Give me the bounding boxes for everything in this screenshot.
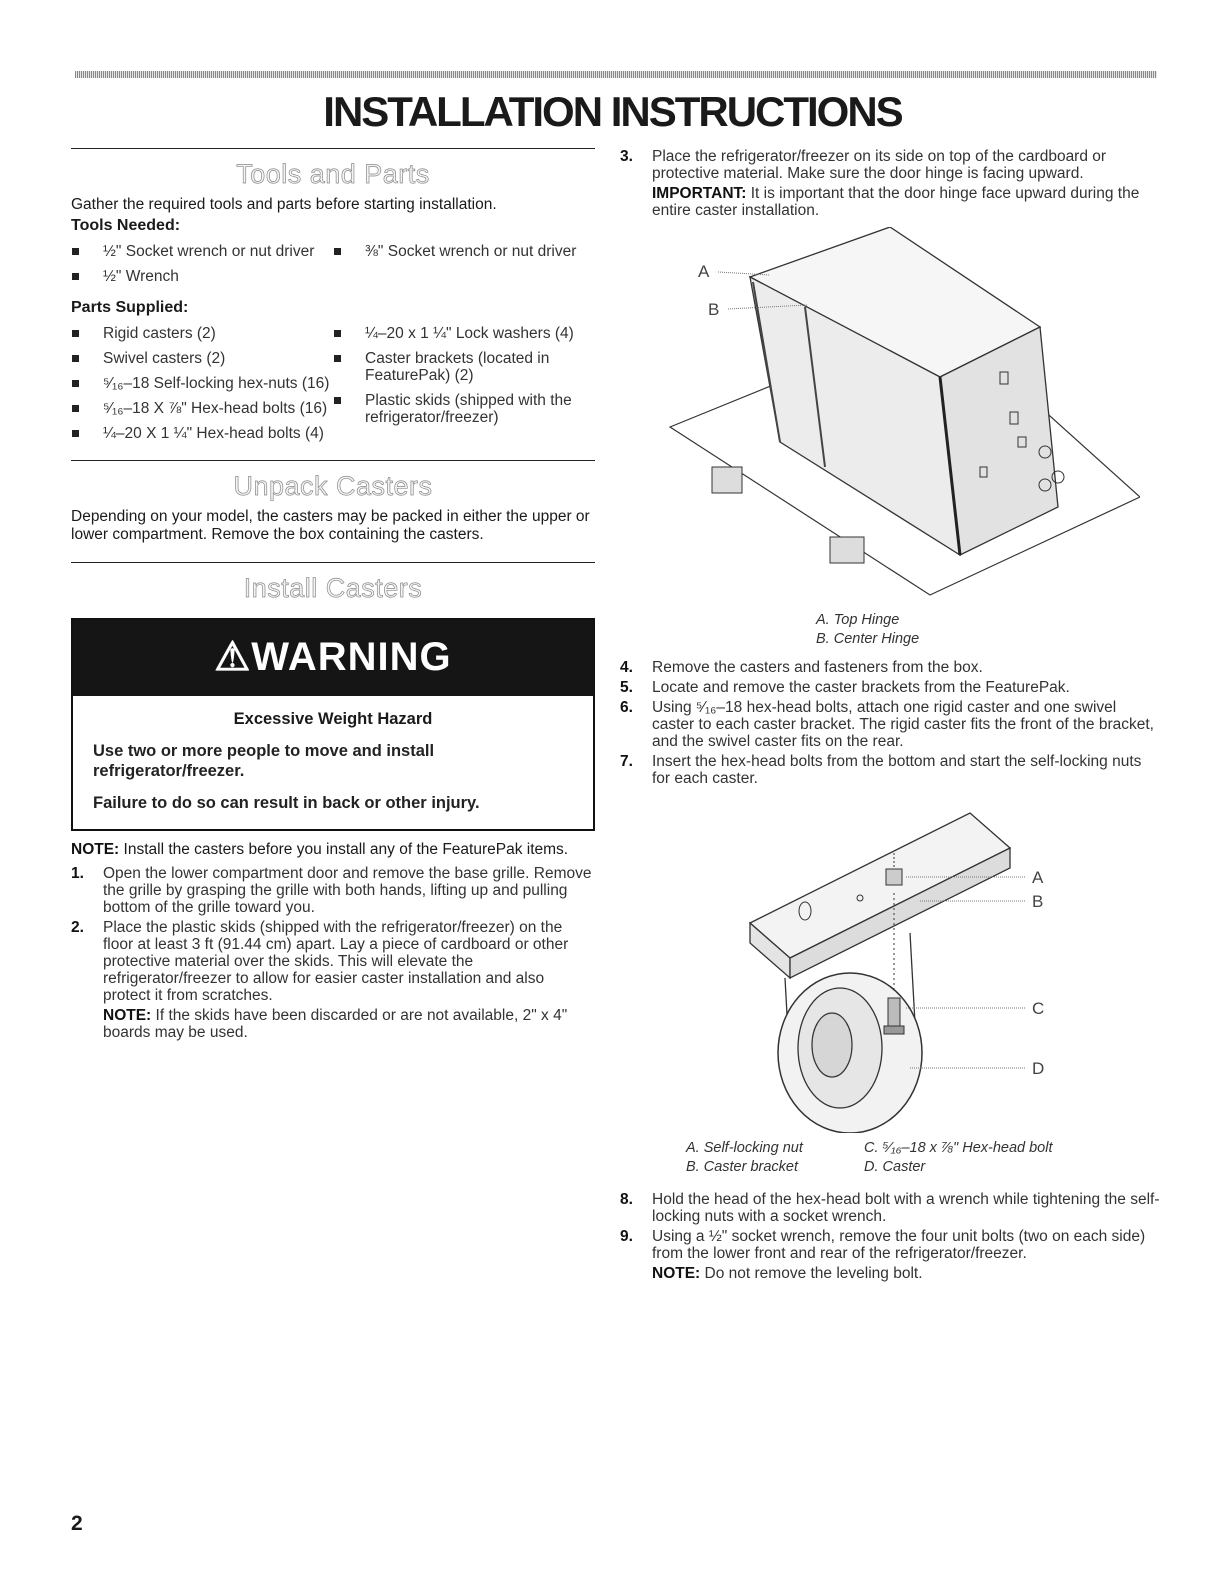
parts-list bbox=[71, 325, 595, 450]
step: 8. Hold the head of the hex-head bolt with a wrench while tightening the self-locking nuts with a socket wrench. bbox=[620, 1191, 1160, 1225]
tools-parts-heading: Tools and Parts bbox=[236, 159, 430, 189]
top-rule bbox=[75, 71, 1157, 78]
figure-1-caption: A. Top Hinge B. Center Hinge bbox=[816, 612, 920, 647]
tool-item: ⅜" Socket wrench or nut driver bbox=[333, 243, 595, 260]
step-note: NOTE: Do not remove the leveling bolt. bbox=[652, 1265, 923, 1282]
step: 6. Using ⁵⁄₁₆–18 hex-head bolts, attach one rigid caster and one swivel caster to each caster bracket. The rigid caster fits the front of the bracket, and the swivel caster fits on the rear. bbox=[620, 699, 1154, 750]
parts-supplied-heading: Parts Supplied: bbox=[71, 299, 189, 316]
warning-box bbox=[71, 618, 595, 831]
install-steps bbox=[71, 865, 595, 1041]
tool-item: ½" Wrench bbox=[71, 268, 333, 285]
step: 5. Locate and remove the caster brackets from the FeaturePak. bbox=[620, 679, 1070, 696]
unpack-text: Depending on your model, the casters may be packed in either the upper or lower compartment. Remove the box containing the casters. bbox=[71, 508, 590, 543]
step-note: NOTE: If the skids have been discarded or are not available, 2" x 4" boards may be used. bbox=[103, 1007, 568, 1041]
figure-label-b: B bbox=[708, 300, 720, 319]
tool-item: ½" Socket wrench or nut driver bbox=[71, 243, 333, 260]
final-steps bbox=[620, 1191, 1160, 1282]
part-item: Swivel casters (2) bbox=[71, 350, 333, 367]
tools-needed-heading: Tools Needed: bbox=[71, 217, 181, 234]
hazard-line: Use two or more people to move and install refrigerator/freezer. bbox=[93, 742, 435, 780]
figure-label-a: A bbox=[698, 262, 710, 281]
page-title: INSTALLATION INSTRUCTIONS bbox=[323, 88, 902, 135]
install-note: NOTE: Install the casters before you install any of the FeaturePak items. bbox=[71, 841, 569, 858]
part-item: ⁵⁄₁₆–18 Self-locking hex-nuts (16) bbox=[71, 375, 333, 392]
caster-assembly-figure bbox=[710, 793, 1070, 1133]
step: 3. Place the refrigerator/freezer on its side on top of the cardboard or protective material. Make sure the door hinge is facing upward. IMPORTANT: It is important that the door hinge face upward during the entire caster installation. bbox=[620, 148, 1160, 219]
part-item: ⁵⁄₁₆–18 X ⅞" Hex-head bolts (16) bbox=[71, 400, 333, 417]
unpack-heading: Unpack Casters bbox=[233, 471, 433, 501]
figure-2-caption: A. Self-locking nut B. Caster bracket C. ⁵⁄₁₆–18 x ⅞" Hex-head bolt D. Caster bbox=[686, 1140, 1053, 1175]
section-rule bbox=[71, 562, 595, 563]
hazard-title: Excessive Weight Hazard bbox=[233, 710, 433, 728]
figure-label-c: C bbox=[1032, 999, 1045, 1018]
section-rule bbox=[71, 148, 595, 149]
step: 7. Insert the hex-head bolts from the bottom and start the self-locking nuts for each caster. bbox=[620, 753, 1142, 787]
step: 9. Using a ½" socket wrench, remove the four unit bolts (two on each side) from the lower front and rear of the refrigerator/freezer. NOTE: Do not remove the leveling bolt. bbox=[620, 1228, 1160, 1282]
step: 1. Open the lower compartment door and remove the base grille. Remove the grille by grasping the grille with both hands, lifting up and pulling bottom of the grille toward you. bbox=[71, 865, 592, 916]
section-rule bbox=[71, 460, 595, 461]
hazard-line: Failure to do so can result in back or other injury. bbox=[93, 794, 480, 812]
warning-banner: ⚠WARNING bbox=[73, 620, 593, 696]
part-item: ¼–20 x 1 ¼" Lock washers (4) bbox=[333, 325, 595, 342]
page-number: 2 bbox=[71, 1512, 83, 1535]
refrigerator-on-side-figure bbox=[640, 227, 1140, 607]
part-item: Rigid casters (2) bbox=[71, 325, 333, 342]
figure-label-b: B bbox=[1032, 892, 1044, 911]
right-column bbox=[620, 148, 1160, 1285]
part-item: Caster brackets (located in FeaturePak) (2) bbox=[333, 350, 595, 384]
figure-label-d: D bbox=[1032, 1059, 1045, 1078]
part-item: ¼–20 X 1 ¼" Hex-head bolts (4) bbox=[71, 425, 333, 442]
tools-intro: Gather the required tools and parts before starting installation. bbox=[71, 196, 497, 213]
part-item: Plastic skids (shipped with the refrigerator/freezer) bbox=[333, 392, 595, 426]
figure-label-a: A bbox=[1032, 868, 1044, 887]
tools-list bbox=[71, 243, 595, 293]
important-note: IMPORTANT: It is important that the door hinge face upward during the entire caster installation. bbox=[652, 185, 1140, 219]
caster-steps bbox=[620, 659, 1160, 787]
left-column bbox=[71, 148, 595, 1044]
step: 4. Remove the casters and fasteners from the box. bbox=[620, 659, 983, 676]
step: 2. Place the plastic skids (shipped with the refrigerator/freezer) on the floor at least 3 ft (91.44 cm) apart. Lay a piece of cardboard or other protective material over the skids. This will elevate the refrigerator/freezer to allow for easier caster installation and also protect it from scratches. NOTE: If the skids have been discarded or are not available, 2" x 4" boards may be used. bbox=[71, 919, 595, 1041]
install-heading: Install Casters bbox=[243, 573, 423, 603]
